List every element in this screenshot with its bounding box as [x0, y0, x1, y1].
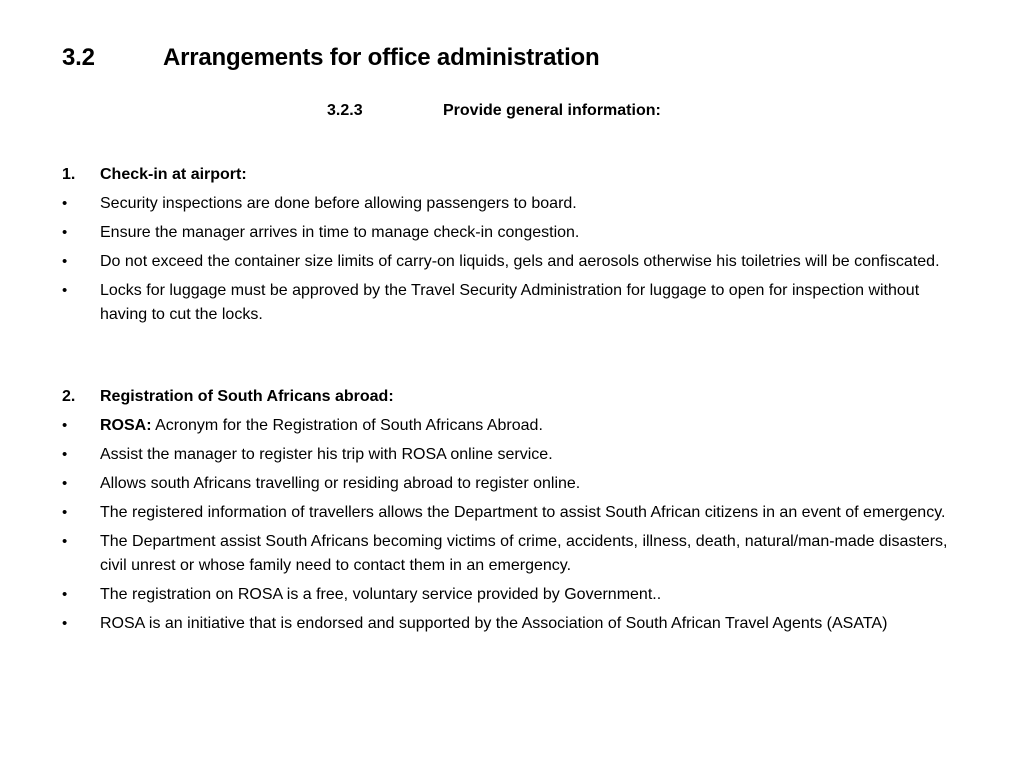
bullet-icon: • [62, 533, 68, 550]
bullet-item [62, 612, 967, 636]
bullet-icon: • [62, 253, 68, 270]
bullet-body: Ensure the manager arrives in time to manage check-in congestion. [100, 224, 580, 241]
section-heading-text: Check-in at airport: [100, 166, 247, 183]
bullet-body: Assist the manager to register his trip with ROSA online service. [100, 446, 553, 463]
section-check-in [62, 163, 967, 332]
slide-title-number: 3.2 [62, 44, 95, 71]
bullet-icon: • [62, 585, 68, 603]
bullet-item [62, 530, 967, 577]
bullet-body: ROSA is an initiative that is endorsed and supported by the Association of South African Travel Agents (ASATA) [100, 614, 888, 632]
slide-subtitle-number: 3.2.3 [327, 102, 363, 119]
section-heading [62, 385, 967, 408]
bullet-text [100, 192, 967, 216]
bullet-text [100, 472, 967, 496]
bullet-icon: • [62, 446, 68, 463]
bullet-icon: • [62, 195, 68, 212]
bullet-body: Allows south Africans travelling or residing abroad to register online. [100, 475, 581, 492]
bullet-body: Acronym for the Registration of South Africans Abroad. [151, 417, 543, 434]
bullet-text [100, 221, 967, 245]
bullet-text [100, 443, 967, 467]
bullet-icon: • [62, 614, 68, 632]
slide-title-text: Arrangements for office administration [163, 44, 600, 71]
section-number: 2. [62, 388, 76, 405]
bullet-icon: • [62, 417, 68, 434]
bullet-icon: • [62, 475, 68, 492]
bullet-body: Do not exceed the container size limits of carry-on liquids, gels and aerosols otherwise his toiletries will be confiscated. [100, 253, 940, 270]
bullet-item [62, 443, 967, 467]
bullet-item [62, 414, 967, 438]
section-registration [62, 385, 967, 641]
bullet-item [62, 472, 967, 496]
bullet-text [100, 279, 967, 326]
bullet-body: The Department assist South Africans becoming victims of crime, accidents, illness, death, natural/man-made disasters, civil unrest or whose family need to contact them in an emergency. [100, 533, 948, 574]
bullet-item [62, 221, 967, 245]
bullet-item [62, 279, 967, 326]
bullet-body: Security inspections are done before allowing passengers to board. [100, 195, 577, 212]
bullet-text [100, 501, 967, 525]
section-heading-text: Registration of South Africans abroad: [100, 388, 394, 405]
bullet-item [62, 583, 967, 607]
bullet-text [100, 414, 967, 438]
bullet-body: The registered information of travellers allows the Department to assist South African citizens in an event of emergency. [100, 504, 946, 521]
bullet-text [100, 530, 967, 577]
section-heading [62, 163, 967, 186]
slide-subtitle [327, 102, 661, 120]
bullet-text [100, 612, 967, 636]
section-number: 1. [62, 166, 76, 183]
bullet-body: Locks for luggage must be approved by the Travel Security Administration for luggage to open for inspection without having to cut the locks. [100, 282, 920, 323]
bullet-icon: • [62, 504, 68, 521]
bullet-term: ROSA: [100, 417, 152, 434]
bullet-icon: • [62, 224, 68, 241]
bullet-body: The registration on ROSA is a free, voluntary service provided by Government.. [100, 585, 662, 603]
slide-subtitle-text: Provide general information: [443, 102, 661, 119]
bullet-icon: • [62, 282, 68, 299]
bullet-text [100, 250, 967, 274]
slide-title [62, 44, 599, 72]
bullet-list [62, 192, 967, 326]
bullet-item [62, 250, 967, 274]
bullet-list [62, 414, 967, 635]
bullet-item [62, 192, 967, 216]
bullet-item [62, 501, 967, 525]
bullet-text [100, 583, 967, 607]
